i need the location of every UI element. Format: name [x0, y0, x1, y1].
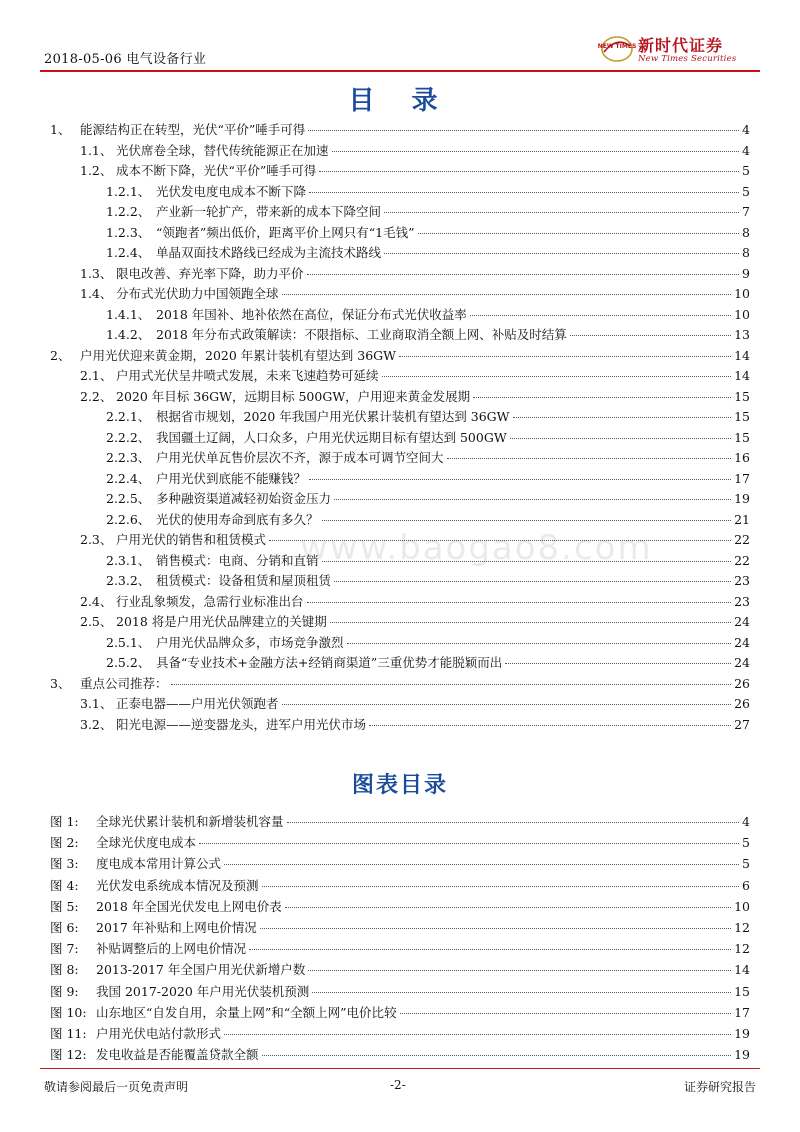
- toc-title: 目 录: [348, 86, 452, 116]
- toc-entry[interactable]: [106, 469, 750, 489]
- page-header: [40, 30, 760, 70]
- toc-entry-number: 1、: [50, 122, 71, 137]
- toc-entry-title: 销售模式：电商、分销和直销: [156, 552, 319, 568]
- toc-entry[interactable]: [80, 161, 750, 181]
- toc-entry-number: 2.5.2、: [106, 655, 151, 670]
- figure-leader-dots: [224, 864, 739, 865]
- figure-entry[interactable]: [50, 854, 750, 874]
- figure-leader-dots: [262, 1055, 732, 1056]
- toc-leader-dots: [510, 438, 731, 439]
- figure-entry[interactable]: [50, 812, 750, 832]
- toc-entry-title: 户用光伏到底能不能赚钱？: [156, 470, 307, 486]
- toc-leader-dots: [307, 274, 740, 275]
- figure-entry-title: 2017 年补贴和上网电价情况: [96, 920, 257, 935]
- toc-leader-dots: [334, 499, 731, 500]
- toc-entry-title: 2018 年国补、地补依然在高位，保证分布式光伏收益率: [156, 306, 467, 322]
- toc-entry-title: 2020 年目标 36GW，远期目标 500GW，户用迎来黄金发展期: [116, 388, 471, 404]
- toc-leader-dots: [384, 212, 739, 213]
- figure-entry[interactable]: [50, 1045, 750, 1065]
- toc-entry-page: 17: [734, 470, 750, 486]
- figure-entry-page: 12: [734, 920, 750, 935]
- toc-entry[interactable]: [106, 633, 750, 653]
- figure-leader-dots: [312, 992, 731, 993]
- toc-entry-page: 14: [734, 368, 750, 383]
- toc-entry-title: 具备“专业技术+金融方法+经销商渠道”三重优势才能脱颖而出: [156, 655, 503, 670]
- toc-entry-number: 3、: [50, 675, 71, 691]
- header-date-sector: 2018-05-06 电气设备行业: [44, 52, 207, 67]
- toc-entry-number: 2.3.2、: [106, 573, 151, 588]
- figure-entry-title: 全球光伏累计装机和新增装机容量: [96, 814, 284, 829]
- toc-entry-page: 15: [734, 388, 750, 404]
- toc-entry-page: 16: [734, 450, 750, 465]
- toc-entry[interactable]: [106, 182, 750, 202]
- footer-rule: [40, 1068, 760, 1069]
- figure-entry-number: 图 9:: [50, 983, 79, 999]
- figure-leader-dots: [249, 949, 731, 950]
- toc-entry-title: 能源结构正在转型，光伏“平价”唾手可得: [80, 122, 306, 137]
- watermark: www.baogao8.com: [300, 528, 653, 568]
- figure-leader-dots: [224, 1034, 731, 1035]
- toc-entry-title: 根据省市规划，2020 年我国户用光伏累计装机有望达到 36GW: [156, 409, 510, 424]
- figure-entry-page: 5: [742, 835, 750, 851]
- toc-entry[interactable]: [106, 489, 750, 509]
- figure-entry-number: 图 10:: [50, 1004, 87, 1020]
- toc-entry[interactable]: [106, 223, 750, 243]
- toc-entry-number: 1.2.4、: [106, 245, 151, 260]
- figure-entry[interactable]: [50, 876, 750, 896]
- toc-entry-title: 2018 年分布式政策解读：不限指标、工业商取消全额上网、补贴及时结算: [156, 327, 567, 342]
- toc-leader-dots: [334, 581, 731, 582]
- toc-leader-dots: [399, 356, 731, 357]
- figure-leader-dots: [400, 1013, 732, 1014]
- toc-entry-page: 14: [734, 347, 750, 363]
- toc-entry-number: 2.2、: [80, 388, 113, 404]
- toc-entry-title: 户用光伏迎来黄金期，2020 年累计装机有望达到 36GW: [80, 347, 396, 363]
- toc-entry[interactable]: [106, 653, 750, 673]
- toc-entry-number: 1.4.1、: [106, 306, 151, 322]
- header-rule: [40, 70, 760, 72]
- toc-entry-number: 1.1、: [80, 142, 113, 158]
- toc-entry-page: 24: [734, 655, 750, 670]
- toc-leader-dots: [171, 684, 732, 685]
- figure-entry-number: 图 2:: [50, 835, 79, 851]
- toc-leader-dots: [447, 458, 732, 459]
- toc-entry-number: 3.2、: [80, 716, 113, 732]
- toc-leader-dots: [570, 335, 731, 336]
- toc-entry-page: 15: [734, 429, 750, 445]
- figure-entry-title: 补贴调整后的上网电价情况: [96, 941, 247, 957]
- toc-entry-number: 2、: [50, 347, 71, 363]
- toc-entry[interactable]: [50, 120, 750, 140]
- toc-leader-dots: [307, 602, 732, 603]
- figure-entry-page: 17: [734, 1004, 750, 1020]
- toc-entry-page: 21: [734, 511, 750, 527]
- toc-entry-title: 户用光伏的销售和租赁模式: [116, 532, 267, 547]
- figure-index-title: 图表目录: [351, 773, 448, 798]
- toc-entry-page: 4: [742, 142, 750, 158]
- toc-leader-dots: [282, 294, 732, 295]
- toc-entry-page: 10: [734, 286, 750, 301]
- figure-entry-title: 发电收益是否能覆盖贷款全额: [96, 1047, 259, 1063]
- figure-entry[interactable]: [50, 982, 750, 1002]
- figure-entry-title: 我国 2017-2020 年户用光伏装机预测: [96, 983, 310, 999]
- toc-entry-page: 8: [742, 245, 750, 260]
- toc-entry-page: 23: [734, 573, 750, 588]
- toc-entry-number: 2.4、: [80, 593, 113, 609]
- toc-entry-page: 24: [734, 634, 750, 650]
- toc-entry[interactable]: [106, 243, 750, 263]
- figure-leader-dots: [285, 907, 731, 908]
- toc-entry[interactable]: [106, 407, 750, 427]
- toc-entry-page: 5: [742, 163, 750, 178]
- toc-leader-dots: [347, 643, 732, 644]
- toc-entry-title: 阳光电源——逆变器龙头，进军户用光伏市场: [116, 716, 367, 732]
- toc-entry[interactable]: [80, 284, 750, 304]
- toc-entry-page: 24: [734, 614, 750, 629]
- toc-entry-number: 2.3、: [80, 532, 113, 547]
- figure-entry-number: 图 3:: [50, 856, 79, 872]
- toc-entry-page: 13: [734, 327, 750, 342]
- toc-leader-dots: [418, 233, 740, 234]
- figure-entry[interactable]: [50, 939, 750, 959]
- toc-entry-title: 多种融资渠道减轻初始资金压力: [156, 491, 332, 506]
- toc-entry[interactable]: [106, 428, 750, 448]
- footer-report-type: 证券研究报告: [683, 1080, 756, 1094]
- toc-entry-number: 1.4.2、: [106, 327, 151, 342]
- figure-entry-title: 户用光伏电站付款形式: [96, 1026, 222, 1041]
- toc-entry-title: 光伏发电度电成本不断下降: [156, 183, 307, 199]
- figure-entry-page: 19: [734, 1026, 750, 1041]
- toc-entry-number: 2.1、: [80, 368, 113, 383]
- toc-entry[interactable]: [80, 366, 750, 386]
- figure-entry[interactable]: [50, 960, 750, 980]
- toc-entry-number: 3.1、: [80, 696, 113, 711]
- figure-entry[interactable]: [50, 1003, 750, 1023]
- toc-leader-dots: [322, 520, 732, 521]
- toc-entry[interactable]: [106, 510, 750, 530]
- toc-entry-number: 2.2.1、: [106, 409, 151, 424]
- toc-entry-title: 户用式光伏呈井喷式发展，未来飞速趋势可延续: [116, 368, 379, 383]
- toc-entry-number: 2.5.1、: [106, 634, 151, 650]
- figure-leader-dots: [287, 822, 740, 823]
- figure-entry-page: 12: [734, 941, 750, 957]
- figure-entry-number: 图 11:: [50, 1026, 87, 1041]
- toc-entry-title: 光伏席卷全球，替代传统能源正在加速: [116, 142, 329, 158]
- toc-entry[interactable]: [106, 305, 750, 325]
- toc-entry-number: 1.2.1、: [106, 183, 151, 199]
- figure-entry-number: 图 5:: [50, 898, 79, 914]
- toc-leader-dots: [309, 192, 739, 193]
- toc-entry-page: 7: [742, 204, 750, 219]
- toc-entry-number: 2.3.1、: [106, 552, 151, 568]
- figure-entry-page: 10: [734, 898, 750, 914]
- figure-entry[interactable]: [50, 833, 750, 853]
- toc-entry-number: 1.2.2、: [106, 204, 151, 219]
- toc-entry-title: 户用光伏品牌众多，市场竞争激烈: [156, 634, 344, 650]
- figure-leader-dots: [260, 928, 731, 929]
- toc-entry[interactable]: [80, 387, 750, 407]
- toc-leader-dots: [513, 417, 732, 418]
- toc-leader-dots: [470, 315, 731, 316]
- footer-page-number: -2-: [390, 1078, 406, 1092]
- figure-entry-number: 图 6:: [50, 920, 79, 935]
- logo-company-name-en: New Times Securities: [638, 54, 737, 64]
- toc-entry[interactable]: [80, 141, 750, 161]
- toc-leader-dots: [332, 151, 740, 152]
- toc-entry-number: 2.5、: [80, 614, 113, 629]
- toc-entry-number: 2.2.4、: [106, 470, 151, 486]
- toc-entry-number: 2.2.2、: [106, 429, 151, 445]
- toc-entry-number: 2.2.5、: [106, 491, 151, 506]
- toc-entry[interactable]: [80, 592, 750, 612]
- figure-entry-number: 图 1:: [50, 814, 79, 829]
- toc-entry[interactable]: [106, 325, 750, 345]
- figure-entry-title: 山东地区“自发自用，余量上网”和“全额上网”电价比较: [96, 1004, 397, 1020]
- figure-entry-page: 15: [734, 983, 750, 999]
- toc-entry[interactable]: [106, 202, 750, 222]
- figure-entry-page: 4: [742, 814, 750, 829]
- toc-leader-dots: [384, 253, 739, 254]
- figure-entry-page: 6: [742, 877, 750, 893]
- toc-leader-dots: [382, 376, 732, 377]
- toc-entry-title: 产业新一轮扩产，带来新的成本下降空间: [156, 204, 382, 219]
- toc-entry-page: 23: [734, 593, 750, 609]
- logo-mark-text: NEW TIMES: [597, 43, 637, 50]
- figure-entry-title: 2018 年全国光伏发电上网电价表: [96, 898, 282, 914]
- toc-entry[interactable]: [80, 612, 750, 632]
- figure-entry[interactable]: [50, 1024, 750, 1044]
- toc-entry-title: 分布式光伏助力中国领跑全球: [116, 286, 279, 301]
- toc-entry[interactable]: [80, 694, 750, 714]
- figure-entry-title: 2013-2017 年全国户用光伏新增户数: [96, 962, 306, 978]
- toc-entry-title: 限电改善、弃光率下降，助力平价: [116, 265, 304, 281]
- toc-entry-number: 1.4、: [80, 286, 113, 301]
- toc-entry-page: 5: [742, 183, 750, 199]
- figure-entry-title: 光伏发电系统成本情况及预测: [96, 877, 259, 893]
- toc-entry-number: 1.3、: [80, 265, 113, 281]
- figure-entry-page: 5: [742, 856, 750, 872]
- figure-entry[interactable]: [50, 918, 750, 938]
- figure-entry-title: 度电成本常用计算公式: [96, 856, 222, 872]
- toc-entry-title: 成本不断下降，光伏“平价”唾手可得: [116, 163, 317, 178]
- toc-leader-dots: [369, 725, 731, 726]
- figure-entry-number: 图 8:: [50, 962, 79, 978]
- logo-company-name-cn: 新时代证券: [638, 36, 724, 55]
- toc-entry-title: 租赁模式：设备租赁和屋顶租赁: [156, 573, 332, 588]
- toc-entry[interactable]: [80, 264, 750, 284]
- toc-entry-page: 27: [734, 716, 750, 732]
- toc-entry-title: “领跑者”频出低价，距离平价上网只有“1毛钱”: [156, 224, 415, 240]
- toc-entry[interactable]: [106, 571, 750, 591]
- figure-leader-dots: [308, 970, 731, 971]
- toc-entry-number: 2.2.3、: [106, 450, 151, 465]
- toc-entry-number: 1.2.3、: [106, 224, 151, 240]
- toc-leader-dots: [319, 171, 739, 172]
- toc-entry-title: 光伏的使用寿命到底有多久？: [156, 511, 319, 527]
- toc-leader-dots: [473, 397, 731, 398]
- toc-entry-page: 22: [734, 552, 750, 568]
- toc-entry[interactable]: [50, 674, 750, 694]
- toc-entry-page: 15: [734, 409, 750, 424]
- toc-leader-dots: [309, 479, 731, 480]
- toc-leader-dots: [282, 704, 732, 705]
- figure-entry-page: 14: [734, 962, 750, 978]
- toc-entry-title: 2018 将是户用光伏品牌建立的关键期: [116, 614, 327, 629]
- toc-entry-page: 19: [734, 491, 750, 506]
- toc-entry-title: 正泰电器——户用光伏领跑者: [116, 696, 279, 711]
- company-logo: [597, 30, 750, 70]
- figure-leader-dots: [199, 843, 739, 844]
- figure-entry-title: 全球光伏度电成本: [96, 835, 197, 851]
- toc-entry[interactable]: [50, 346, 750, 366]
- toc-leader-dots: [330, 622, 731, 623]
- toc-entry-page: 9: [742, 265, 750, 281]
- figure-entry-number: 图 7:: [50, 941, 79, 957]
- toc-entry-page: 22: [734, 532, 750, 547]
- toc-entry-page: 26: [734, 675, 750, 691]
- toc-entry-title: 我国疆土辽阔，人口众多，户用光伏远期目标有望达到 500GW: [156, 429, 507, 445]
- figure-entry[interactable]: [50, 897, 750, 917]
- toc-entry-number: 1.2、: [80, 163, 113, 178]
- toc-entry-page: 10: [734, 306, 750, 322]
- toc-entry-title: 单晶双面技术路线已经成为主流技术路线: [156, 245, 382, 260]
- toc-entry-number: 2.2.6、: [106, 511, 151, 527]
- toc-leader-dots: [505, 663, 731, 664]
- footer-disclaimer: 敬请参阅最后一页免责声明: [44, 1080, 189, 1094]
- toc-entry-title: 重点公司推荐：: [80, 675, 168, 691]
- figure-entry-number: 图 4:: [50, 877, 79, 893]
- toc-entry-title: 行业乱象频发，急需行业标准出台: [116, 593, 304, 609]
- toc-leader-dots: [308, 130, 739, 131]
- figure-entry-number: 图 12:: [50, 1047, 87, 1063]
- figure-leader-dots: [262, 886, 740, 887]
- toc-entry-page: 4: [742, 122, 750, 137]
- new-times-logo-mark: [597, 34, 637, 64]
- toc-entry-page: 26: [734, 696, 750, 711]
- toc-entry[interactable]: [80, 715, 750, 735]
- toc-entry[interactable]: [106, 448, 750, 468]
- toc-entry-title: 户用光伏单瓦售价层次不齐，源于成本可调节空间大: [156, 450, 444, 465]
- figure-entry-page: 19: [734, 1047, 750, 1063]
- toc-entry-page: 8: [742, 224, 750, 240]
